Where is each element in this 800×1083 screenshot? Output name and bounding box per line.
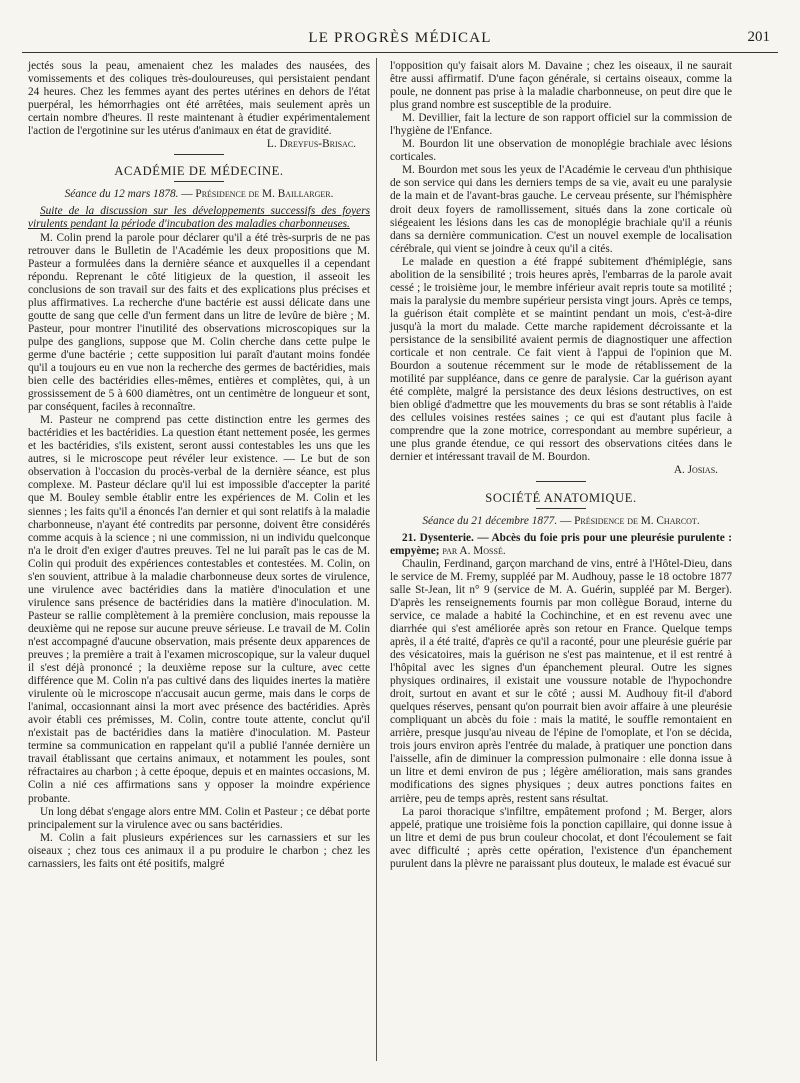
paragraph-devillier: M. Devillier, fait la lecture de son rapport officiel sur la commission de l'hygiène de l'Enfance. [390,112,732,138]
paragraph-bourdon-2: M. Bourdon met sous les yeux de l'Académie le cerveau d'un phthisique de son service qui dans les derniers temps de sa vie, avait eu une paralysie de la main et de l'avant-bras gauche. Le cerveau présente, sur l'hémisphère droit deux foyers de ramollissement, situés dans la zone corticale où siégeaient les lésions dans les cas de monoplégie brachiale qu'il a réunis dans sa dernière communication. C'est un nouvel exemple de localisation cérébrale, qui vient se joindre à ceux qu'il a cités. [390,164,732,255]
right-column [390,60,732,871]
paragraph-bourdon-3: Le malade en question a été frappé subitement d'hémiplégie, sans abolition de la sensibilité ; trois heures après, l'embarras de la parole avait cessé ; le troisième jour, le membre inférieur avait repris toute sa motilité ; mais la paralysie du membre supérieur persista vingt jours. Après ce temps, la guérison était complète et se maintint pendant un mois, c'est-à-dire jusqu'à la mort du malade. Cette marche rapidement décroissante et la persistance de la sensibilité avaient permis de diagnostiquer une affection corticale et non centrale. Ce fait vient à l'appui de l'opinion que M. Bourdon a soutenue récemment sur le mode de rétablissement de la motilité par suppléance, dans ce genre de paralysie. Car la guérison ayant été complète, malgré la persistance des deux lésions destructives, on est bien obligé d'admettre que les mouvements du bras se sont rétablis à l'aide des cellules voisines restées saines ; ce qui est d'autant plus facile à comprendre que la zone motrice, correspondant au membre supérieur, a une plus grande étendue, ce qui ressort des observations citées dans le dernier et intéressant travail de M. Bourdon. [390,255,732,464]
section-separator-2 [536,481,586,482]
intro-paragraph: jectés sous la peau, amenaient chez les malades des nausées, des vomissements et des coliques très-douloureuses, qui persistaient pendant 24 heures. Chez les femmes ayant des pertes utérines en dehors de l'état puerpéral, les hémorrhagies ont été arrêtées, mais seulement après un certain nombre d'heures. Il reste maintenant à étudier expérimentalement l'action de l'ergotinine sur les utérus d'animaux en état de gravidité. [28,60,370,138]
running-header [22,28,778,48]
section-underline [174,181,224,182]
section-title-academie: ACADÉMIE DE MÉDECINE. [114,164,284,179]
left-column [28,60,370,871]
paragraph-paroi: La paroi thoracique s'infiltre, empâtement profond ; M. Berger, alors appelé, pratique une troisième fois la ponction capillaire, qui donne issue à un litre et demi de pus brun couleur chocolat, et dont l'écoulement se fait avec difficulté ; après cette opération, l'existence d'un épanchement purulent dans la plèvre ne paraissant plus douteux, le malade est évacué sur [390,805,732,870]
header-rule [22,52,778,53]
journal-title: LE PROGRÈS MÉDICAL [308,30,492,46]
section-separator [174,154,224,155]
seance-line-academie: Séance du 12 mars 1878. — Présidence de M. Baillarger. [64,188,334,201]
intro-signature: L. Dreyfus-Brisac. [266,138,356,151]
column-divider [376,58,377,1061]
observation-title: 21. Dysenterie. — Abcès du foie pris pour une pleurésie purulente : empyème; par A. Mossé. [390,531,732,557]
paragraph-colin-1: M. Colin prend la parole pour déclarer qu'il a été très-surpris de ne pas retrouver dans le Bulletin de l'Académie les deux propositions que M. Pasteur a formulées dans la dernière séance et auxquelles il a cependant répondu. Reprenant le côté litigieux de la question, il asseoit les conclusions de son travail sur des faits et des explications plus précises et plus affirmatives. La recherche d'une bactérie est aussi délicate dans une goutte de sang que celle d'un ferment dans un litre de levûre de bière ; M. Pasteur, pour montrer l'inutilité des observations microscopiques sur la pulpe des ganglions, suppose que M. Colin cherche dans cette pulpe le germe d'une bactérie ; cette supposition lui paraît d'autant moins fondée qu'il a toujours eu en vue non la recherche des germes de bactéridies, mais bien celle des bactéridies elles-mêmes, entières et complètes, qui, à un grossissement de 5 à 600 diamètres, ont un centimètre de longueur et sont, par conséquent, faciles à reconnaître. [28,231,370,414]
page-number: 201 [747,29,770,45]
josias-signature: A. Josias. [673,464,718,477]
paragraph-debat: Un long débat s'engage alors entre MM. Colin et Pasteur ; ce débat porte principalement sur la virulence avec ou sans bactéridies. [28,805,370,831]
section-underline-2 [536,508,586,509]
section-title-societe: SOCIÉTÉ ANATOMIQUE. [485,490,637,505]
paragraph-continuation: l'opposition qu'y faisait alors M. Davaine ; chez les oiseaux, il ne saurait être aussi affirmatif. D'une façon générale, si certains oiseaux, comme la poule, ne donnent pas prise à la maladie charbonneuse, on peut dire que le plus grand nombre est susceptible de la produire. [390,60,732,112]
seance-line-societe: Séance du 21 décembre 1877. — Présidence de M. Charcot. [422,514,700,527]
paragraph-pasteur: M. Pasteur ne comprend pas cette distinction entre les germes des bactéridies et les bactéridies. La question étant nettement posée, les germes et les bactéridies, s'ils existent, seront aussi contestables les uns que les autres, si le microscope peut révéler leur existence. — Le but de son observation à l'occasion du procès-verbal de la dernière séance, est plus complexe. M. Pasteur déclare qu'il lui est impossible d'accepter la parité que M. Bouley semble établir entre les expériences de M. Colin et les siennes ; les faits qu'il a énoncés l'an dernier et qui sont relatifs à la maladie charbonneuse, n'ayant été contredits par personne, doivent être considérés comme acquis à la science ; ni une commission, ni un individu quelconque n'a le droit d'en exiger d'autres preuves. Tel ne lui paraît pas le cas de M. Colin qui produit des expériences contestables et contestées. M. Colin, on s'en souvient, attribue à la maladie charbonneuse deux sortes de virulence, une virulence avec bactéridies dans la matière d'inoculation et une virulence sans présence de bactéridies dans la matière d'inoculation. M. Pasteur se rallie complètement à la première conclusion, mais repousse la deuxième qui ne repose sur aucune preuve sérieuse. Le travail de M. Colin n'est accompagné d'aucune observation, mais présente deux apparences de preuves ; la première a trait à l'examen microscopique, sur la valeur duquel il s'est déjà prononcé ; la deuxième repose sur la culture, avec cette différence que M. Colin n'a pas cultivé dans des liquides inertes la matière virulente où le microscope n'accusait aucun germe, mais dans le corps de l'animal, occasionnant ainsi la mort avec présence des bactéridies. Après avoir établi ces prémisses, M. Colin, contre toute attente, conclut qu'il n'existait pas de bactéridies dans la matière d'inoculation. M. Pasteur termine sa communication en rappelant qu'il a publié l'année dernière un travail établissant que certains animaux, et notamment les poules, sont réfractaires au charbon ; à cette époque, depuis et en maintes occasions, M. Colin a nié ces affirmations sans y opposer la moindre expérience probante. [28,414,370,805]
discussion-subtitle: Suite de la discussion sur les développements successifs des foyers virulents pendant la période d'incubation des maladies charbonneuses. [28,205,370,231]
paragraph-bourdon-1: M. Bourdon lit une observation de monoplégie brachiale avec lésions corticales. [390,138,732,164]
paragraph-colin-2: M. Colin a fait plusieurs expériences sur les carnassiers et sur les oiseaux ; chez tous ces animaux il a pu produire le charbon ; chez les carnassiers, les faits ont été positifs, malgré [28,831,370,870]
paragraph-chaulin: Chaulin, Ferdinand, garçon marchand de vins, entré à l'Hôtel-Dieu, dans le service de M. Fremy, suppléé par M. Audhouy, passe le 18 octobre 1877 salle St-Jean, lit n° 9 (service de M. A. Guérin, suppléé par M. Berger). D'après les renseignements fournis par mon collègue Boraud, interne du service, ce malade a habité la Cochinchine, et en est revenu avec une diarrhée qui s'est améliorée après son retour en France. Quelque temps après, il a été traité, d'après ce qu'il a raconté, pour une pleurésie guérie par des vésicatoires, mais la guérison ne s'est pas maintenue, et il est rentré à l'hôpital avec les signes d'un épanchement pleural. Outre les signes physiques ordinaires, il existait une voussure notable de l'hypochondre droit, surtout en avant et sur le côté ; aussi M. Audhouy fit-il d'abord quelques réserves, pensant qu'on pourrait bien avoir affaire à une pleurésie compliquant un abcès du foie : mais la matité, le souffle remontaient en arrière, presque jusqu'au niveau de l'épine de l'omoplate, et l'on se décida, trois jours environ après l'entrée du malade, à pratiquer une ponction dans l'aisselle, afin de diminuer la compression pulmonaire : elle donna issue à un litre et demi environ de pus ; légère amélioration, mais sans grandes modifications des signes physiques ; deux autres ponctions faites en arrière, peu de temps après, restent sans résultat. [390,557,732,805]
